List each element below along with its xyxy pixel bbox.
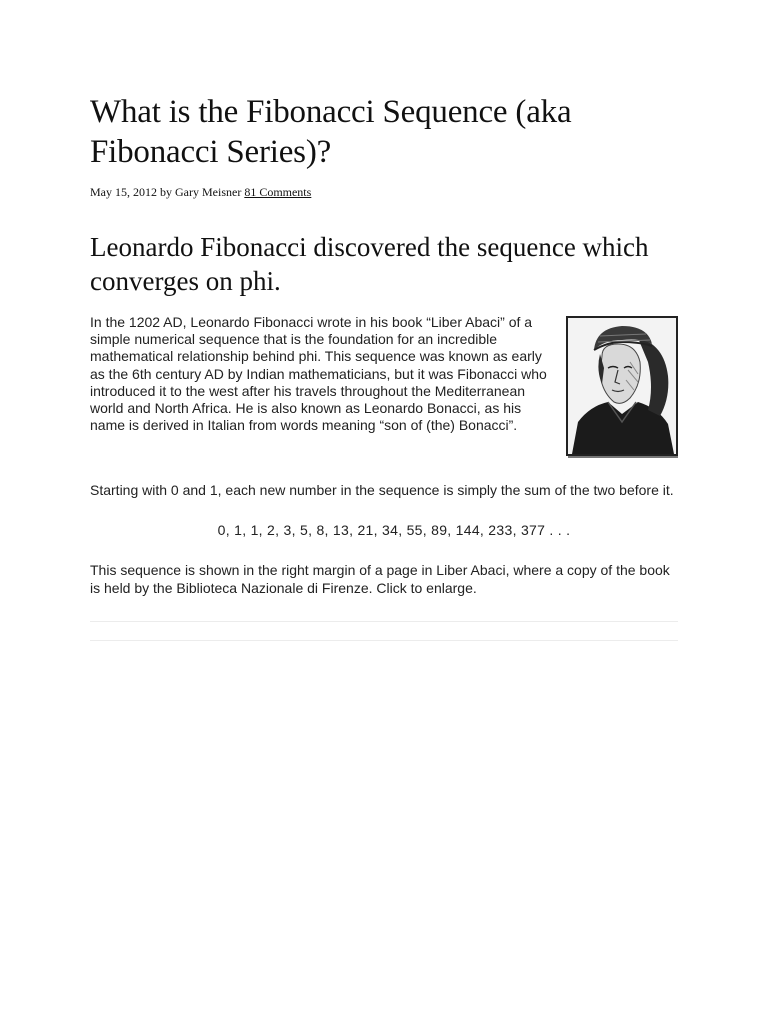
article-subtitle: Leonardo Fibonacci discovered the sequence which converges on phi. bbox=[90, 232, 649, 296]
fibonacci-portrait-image[interactable] bbox=[566, 316, 678, 456]
intro-section bbox=[90, 314, 678, 462]
divider bbox=[90, 621, 678, 622]
paragraph-liber-abaci: This sequence is shown in the right margin of a page in Liber Abaci, where a copy of the book is held by the Biblioteca Nazionale di Firenze. Click to enlarge. bbox=[90, 562, 670, 596]
post-date: May 15, 2012 bbox=[90, 185, 157, 199]
by-label: by bbox=[160, 185, 172, 199]
article-title: What is the Fibonacci Sequence (aka Fibonacci Series)? bbox=[90, 94, 572, 170]
post-author: Gary Meisner bbox=[175, 185, 242, 199]
portrait-of-fibonacci-icon bbox=[568, 318, 676, 454]
divider bbox=[90, 640, 678, 641]
comments-link[interactable]: 81 Comments bbox=[244, 185, 312, 199]
post-meta bbox=[90, 184, 678, 200]
intro-paragraph: In the 1202 AD, Leonardo Fibonacci wrote in his book “Liber Abaci” of a simple numerical sequence that is the foundation for an incredible mathematical relationship behind phi. This sequence was known as early as the 6th century AD by Indian mathematicians, but it was Fibonacci who introduced it to the west after his travels throughout the Mediterranean world and North Africa. He is also known as Leonardo Bonacci, as his name is derived in Italian from words meaning “son of (the) Bonacci”. bbox=[90, 314, 547, 434]
fibonacci-sequence: 0, 1, 1, 2, 3, 5, 8, 13, 21, 34, 55, 89, 144, 233, 377 . . . bbox=[217, 522, 571, 539]
paragraph-sum-rule: Starting with 0 and 1, each new number in the sequence is simply the sum of the two before it. bbox=[90, 482, 674, 498]
article bbox=[90, 92, 678, 641]
